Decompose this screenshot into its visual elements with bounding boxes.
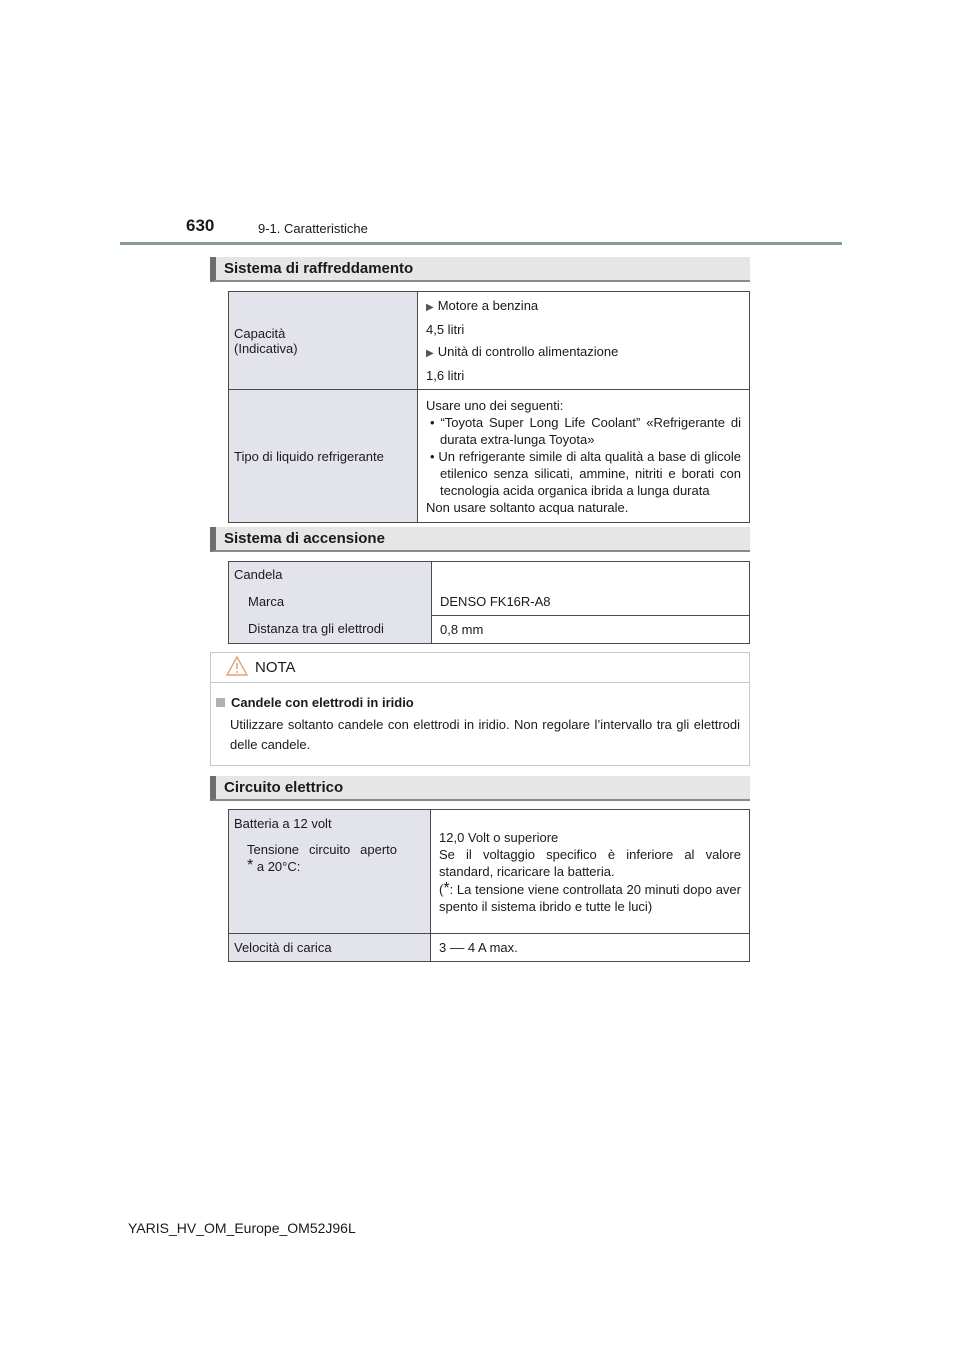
brand-label: Marca — [229, 588, 432, 616]
brand-value: DENSO FK16R-A8 — [432, 588, 750, 616]
note-box — [210, 652, 750, 766]
ocv-label-line2: * a 20°C: — [247, 856, 301, 874]
ocv-value-1: 12,0 Volt o superiore — [439, 829, 559, 845]
document-id: YARIS_HV_OM_Europe_OM52J96L — [128, 1220, 356, 1236]
charge-rate-label: Velocità di carica — [229, 934, 431, 962]
ocv-value-2: Se il voltaggio specifico è inferiore al valore standard, ricaricare la batteria. — [439, 846, 741, 879]
table-row — [229, 615, 750, 643]
cooling-table — [228, 291, 750, 523]
triangle-icon: ▶ — [426, 348, 434, 359]
capacity-label-line1: Capacità — [234, 325, 286, 341]
ocv-label-line1: Tensione circuito aperto — [247, 841, 397, 857]
coolant-note: Non usare soltanto acqua naturale. — [426, 499, 629, 515]
capacity-value — [418, 292, 750, 390]
charge-rate-value: 3 –– 4 A max. — [431, 934, 750, 962]
battery-label: Batteria a 12 volt — [229, 810, 431, 838]
list-item: • Un refrigerante simile di alta qualità a base di glicole etilenico senza silicati, ammine, nitriti e borati con tecnologia acida organica ibrida a lunga durata — [430, 448, 741, 498]
warning-icon — [225, 655, 249, 677]
note-subtitle: Candele con elettrodi in iridio — [216, 695, 414, 710]
pcu-value: 1,6 litri — [426, 368, 465, 383]
ocv-value — [431, 810, 750, 934]
ignition-table — [228, 561, 750, 644]
table-row — [229, 934, 750, 962]
section-electrical-title: Circuito elettrico — [210, 776, 750, 801]
table-row — [229, 390, 750, 523]
coolant-type-value — [418, 390, 750, 523]
note-header — [211, 653, 749, 683]
coolant-intro: Usare uno dei seguenti: — [426, 397, 564, 413]
note-text: Utilizzare soltanto candele con elettrodi in iridio. Non regolare l’intervallo tra gli elettrodi delle candele. — [230, 717, 740, 752]
section-cooling-title: Sistema di raffreddamento — [210, 257, 750, 282]
chapter-title: 9-1. Caratteristiche — [258, 221, 368, 236]
electrical-table — [228, 809, 750, 962]
triangle-icon: ▶ — [426, 302, 434, 313]
engine-label: ▶ Motore a benzina — [426, 298, 539, 313]
gap-value: 0,8 mm — [432, 615, 750, 643]
ocv-footnote: (*: La tensione viene controllata 20 minuti dopo aver spento il sistema ibrido e tutte le luci) — [439, 879, 741, 914]
engine-value: 4,5 litri — [426, 322, 465, 337]
square-bullet-icon — [216, 698, 225, 707]
spark-plug-value — [432, 562, 750, 588]
gap-label: Distanza tra gli elettrodi — [229, 615, 432, 643]
table-row — [229, 292, 750, 390]
section-ignition-title: Sistema di accensione — [210, 527, 750, 552]
capacity-label — [229, 292, 418, 390]
table-row — [229, 810, 750, 838]
coolant-type-label: Tipo di liquido refrigerante — [229, 390, 418, 523]
spark-plug-label: Candela — [229, 562, 432, 588]
page-number: 630 — [186, 216, 215, 235]
table-row — [229, 588, 750, 616]
pcu-label: ▶ Unità di controllo alimentazione — [426, 344, 619, 359]
table-row — [229, 562, 750, 588]
ocv-label — [229, 838, 431, 934]
header-divider — [120, 242, 842, 245]
footnote-star: * — [443, 879, 450, 897]
capacity-label-line2: (Indicativa) — [234, 340, 298, 356]
note-title: NOTA — [255, 659, 296, 676]
coolant-options — [426, 414, 741, 499]
list-item: • “Toyota Super Long Life Coolant” «Refrigerante di durata extra-lunga Toyota» — [430, 414, 741, 447]
